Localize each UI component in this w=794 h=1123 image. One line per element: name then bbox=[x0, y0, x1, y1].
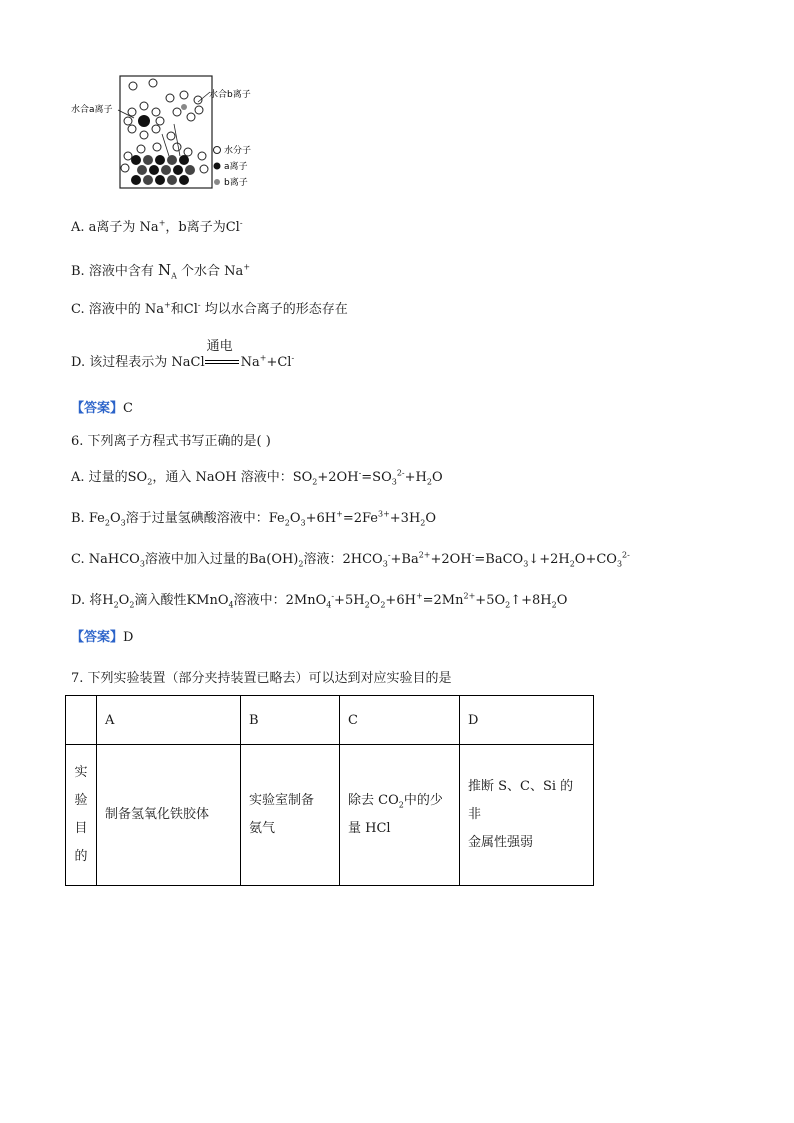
legend-a-icon bbox=[214, 163, 221, 170]
cell-b: 实验室制备 氨气 bbox=[241, 745, 340, 886]
crystal-lattice bbox=[131, 155, 195, 185]
q7-stem: 7. 下列实验装置（部分夹持装置已略去）可以达到对应实验目的是 bbox=[71, 671, 452, 686]
q6-stem: 6. 下列离子方程式书写正确的是( ) bbox=[71, 434, 271, 449]
legend-b-label: b离子 bbox=[224, 178, 248, 188]
header-c: C bbox=[340, 696, 460, 745]
q6-answer: 【答案】D bbox=[71, 630, 134, 645]
cell-a: 制备氢氧化铁胶体 bbox=[97, 745, 241, 886]
label-hydrated-a: 水合a离子 bbox=[71, 105, 113, 115]
q5-option-c: C. 溶液中的 Na+和Cl- 均以水合离子的形态存在 bbox=[71, 300, 348, 317]
q6-option-c: C. NaHCO$_3$溶液中加入过量的$Ba(OH)_2$溶液：$2HCO_3^-+Ba^{2+}+2OH^-=BaCO_3↓+2H_2O+CO_3^{2-}$ bbox=[71, 550, 630, 569]
q5-answer: 【答案】C bbox=[71, 401, 133, 416]
table-row bbox=[66, 745, 594, 886]
q6-option-a: A. 过量的$SO_2$，通入 NaOH 溶液中：$SO_2+2OH^-=SO_3^{2-}+H_2O$ bbox=[71, 468, 443, 487]
q5-option-b: B. 溶液中含有 $N_A$ 个水合 Na+ bbox=[71, 261, 251, 281]
legend-water-label: 水分子 bbox=[224, 146, 252, 156]
cell-c: 除去 $CO_2$中的少 量 HCl bbox=[340, 745, 460, 886]
hydrated-a-ion bbox=[138, 115, 150, 127]
q6-option-b: B. $Fe_2O_3$溶于过量氢碘酸溶液中：$Fe_2O_3+6H^+=2Fe^{3+}+3H_2O$ bbox=[71, 509, 437, 528]
q7-table bbox=[65, 695, 594, 886]
header-d: D bbox=[460, 696, 594, 745]
label-hydrated-b: 水合b离子 bbox=[209, 90, 251, 100]
legend-water-icon bbox=[214, 147, 221, 154]
q5-option-a: A. a离子为 Na+，b离子为Cl- bbox=[71, 218, 243, 235]
table-corner-cell bbox=[66, 696, 97, 745]
header-b: B bbox=[241, 696, 340, 745]
header-a: A bbox=[97, 696, 241, 745]
q6-option-d: D. 将$H_2O_2$滴入酸性KMnO$_4$溶液中：$2MnO_4^-+5H_2O_2+6H^+=2Mn^{2+}+5O_2↑+8H_2O$ bbox=[71, 591, 568, 610]
table-header-row bbox=[66, 696, 594, 745]
legend-b-icon bbox=[214, 179, 220, 185]
hydrated-b-ion bbox=[181, 104, 187, 110]
q5-option-d: D. 该过程表示为 NaCl 通电 Na++Cl- bbox=[71, 339, 295, 370]
cell-d: 推断 S、C、Si 的非 金属性强弱 bbox=[460, 745, 594, 886]
legend-a-label: a离子 bbox=[224, 162, 248, 172]
row-label: 实 验 目 的 bbox=[66, 745, 97, 886]
hydration-diagram bbox=[70, 72, 270, 194]
